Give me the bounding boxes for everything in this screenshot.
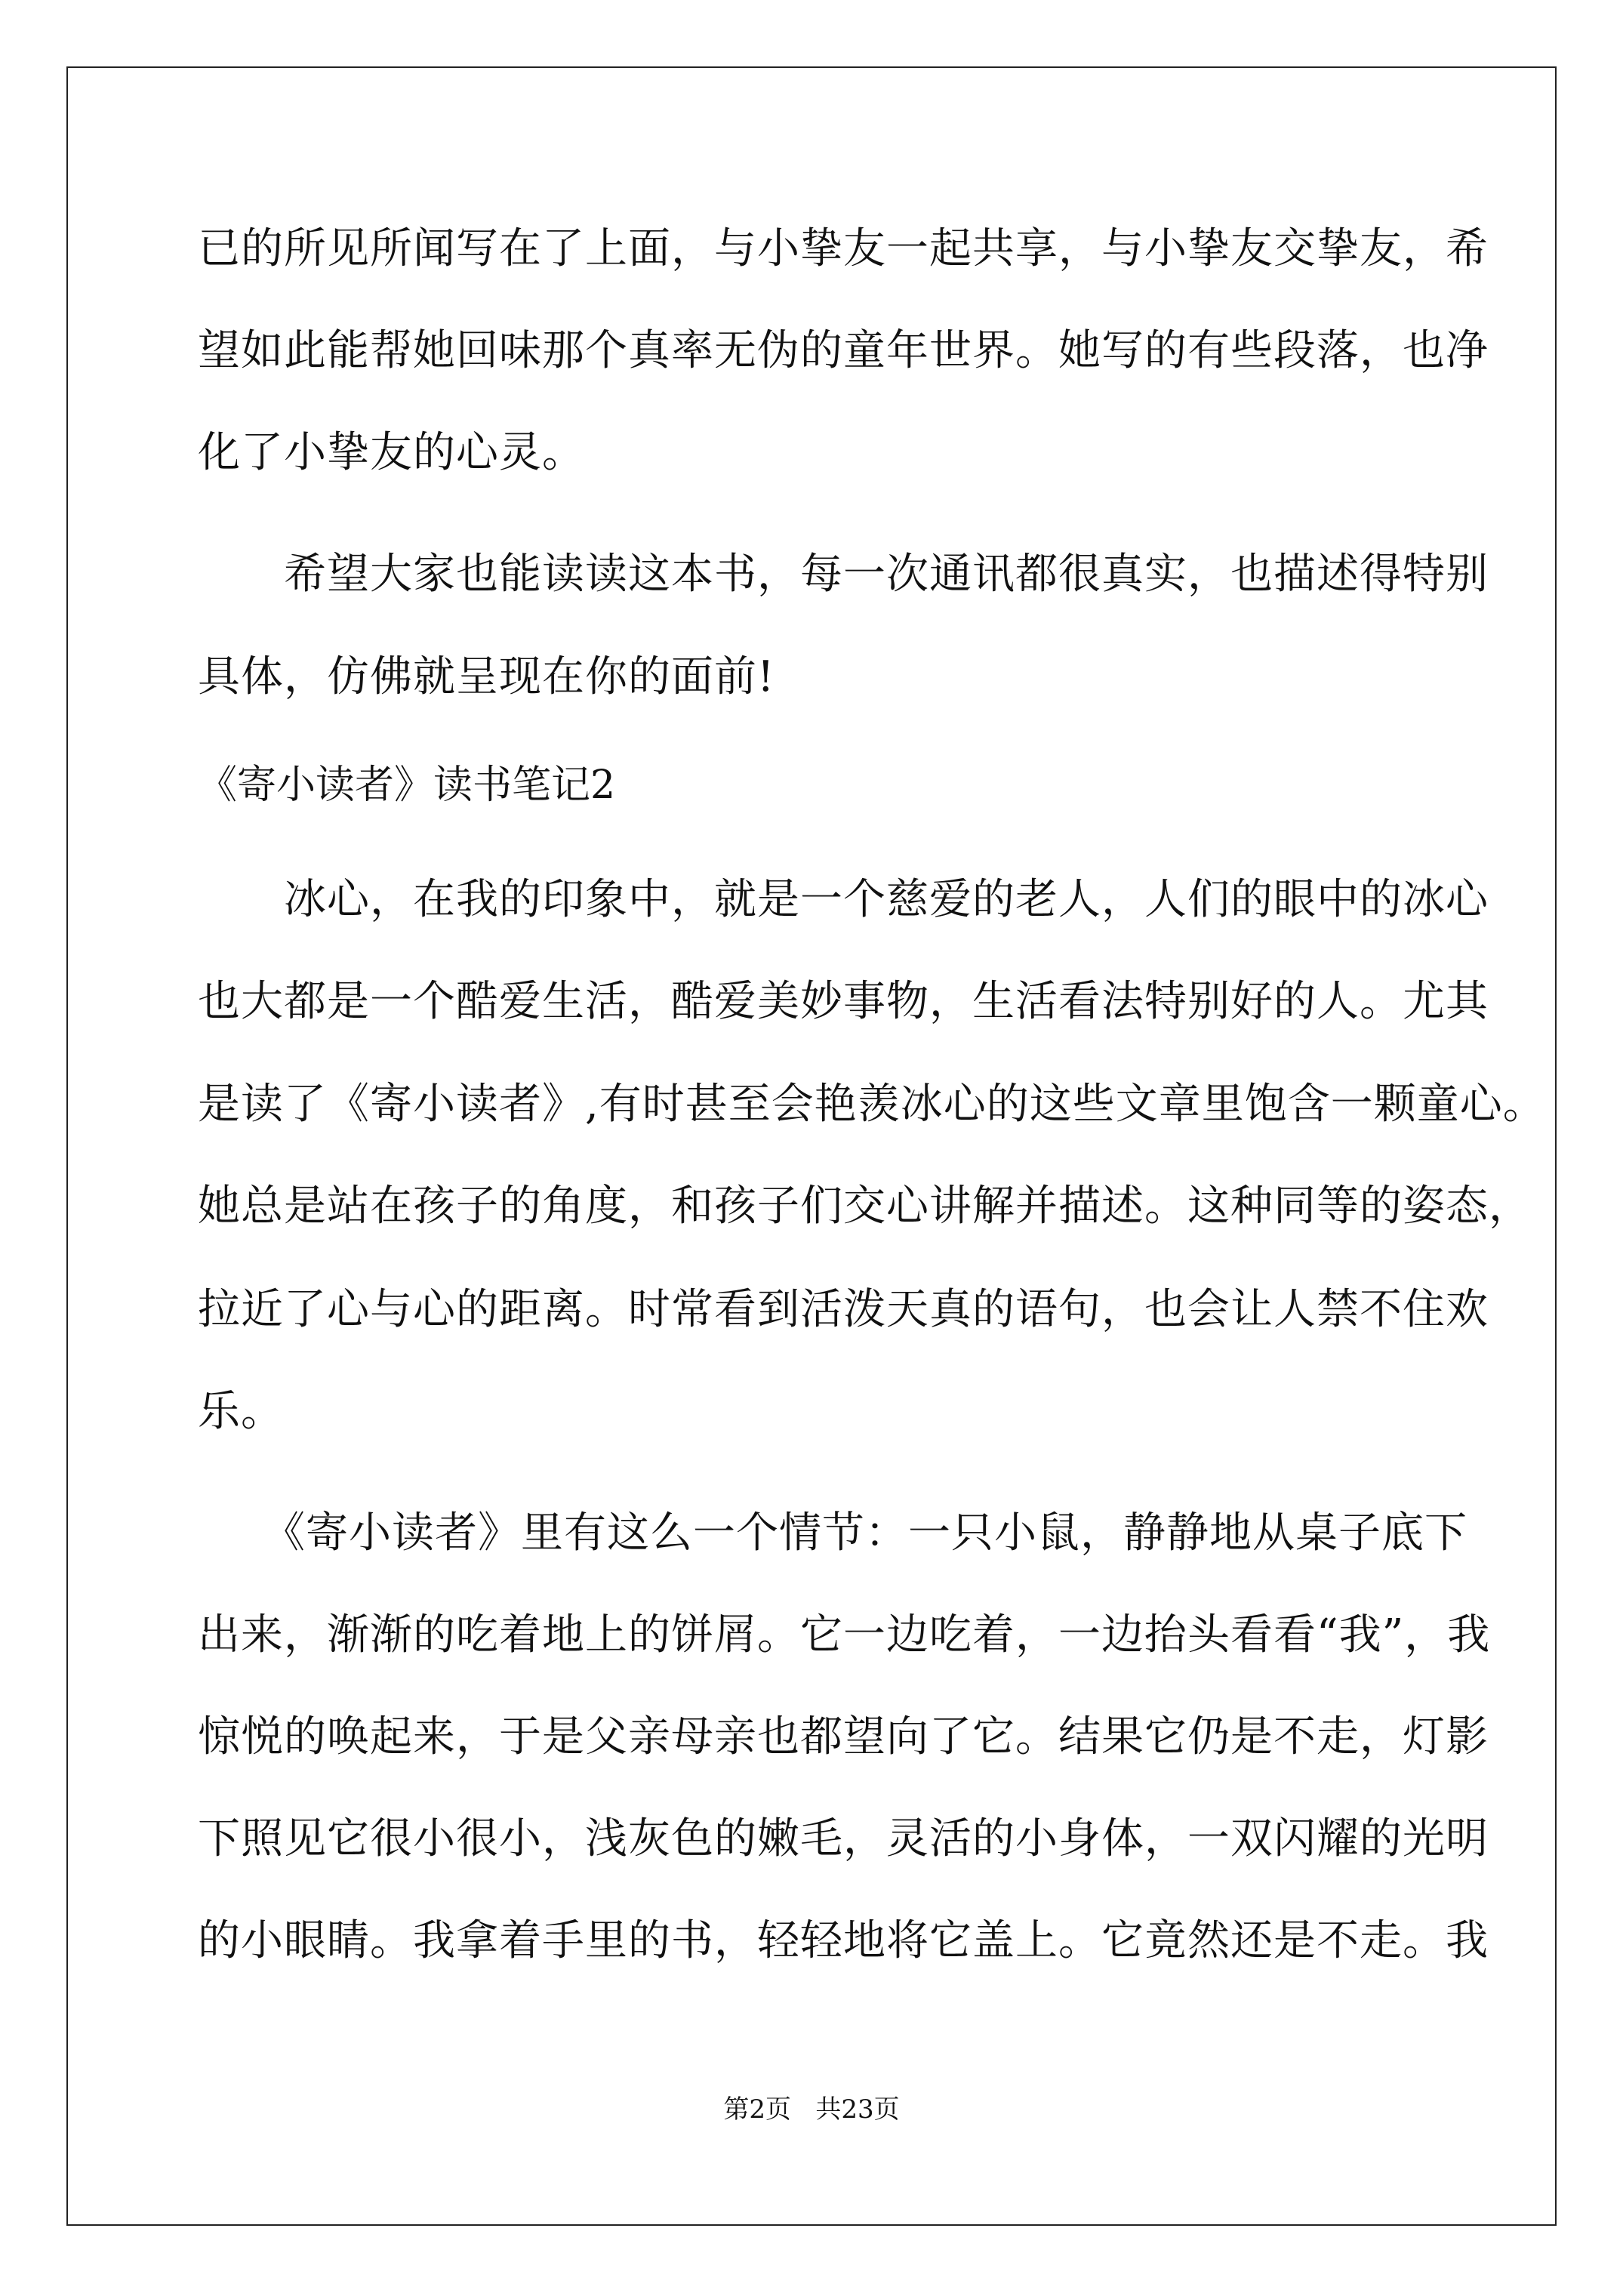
page-frame — [66, 66, 1557, 2226]
text-line: 拉近了心与心的距离。时常看到活泼天真的语句，也会让人禁不住欢 — [198, 1285, 1489, 1334]
text-line: 她总是站在孩子的角度，和孩子们交心讲解并描述。这种同等的姿态， — [198, 1182, 1532, 1231]
text-line: 希望大家也能读读这本书，每一次通讯都很真实，也描述得特别 — [198, 550, 1489, 599]
text-line: 化了小挚友的心灵。 — [198, 428, 585, 477]
text-line: 惊悦的唤起来，于是父亲母亲也都望向了它。结果它仍是不走，灯影 — [198, 1712, 1489, 1761]
text-line: 出来，渐渐的吃着地上的饼屑。它一边吃着，一边抬头看看“我”，我 — [198, 1610, 1491, 1660]
text-line: 《寄小读者》里有这么一个情节：一只小鼠，静静地从桌子底下 — [198, 1509, 1467, 1558]
section-heading: 《寄小读者》读书笔记2 — [198, 763, 616, 808]
text-line: 具体，仿佛就呈现在你的面前! — [198, 652, 775, 701]
text-line: 乐。 — [198, 1387, 284, 1436]
page-footer: 第2页 共23页 — [723, 2094, 900, 2125]
text-line: 已的所见所闻写在了上面，与小挚友一起共享，与小挚友交挚友，希 — [198, 224, 1489, 273]
text-line: 冰心，在我的印象中，就是一个慈爱的老人，人们的眼中的冰心 — [198, 875, 1489, 924]
text-line: 是读了《寄小读者》,有时甚至会艳羡冰心的这些文章里饱含一颗童心。 — [198, 1080, 1546, 1129]
text-line: 也大都是一个酷爱生活，酷爱美妙事物，生活看法特别好的人。尤其 — [198, 977, 1489, 1026]
text-line: 的小眼睛。我拿着手里的书，轻轻地将它盖上。它竟然还是不走。我 — [198, 1916, 1489, 1965]
text-line: 下照见它很小很小，浅灰色的嫩毛，灵活的小身体，一双闪耀的光明 — [198, 1814, 1489, 1863]
text-line: 望如此能帮她回味那个真率无伪的童年世界。她写的有些段落，也净 — [198, 326, 1489, 375]
